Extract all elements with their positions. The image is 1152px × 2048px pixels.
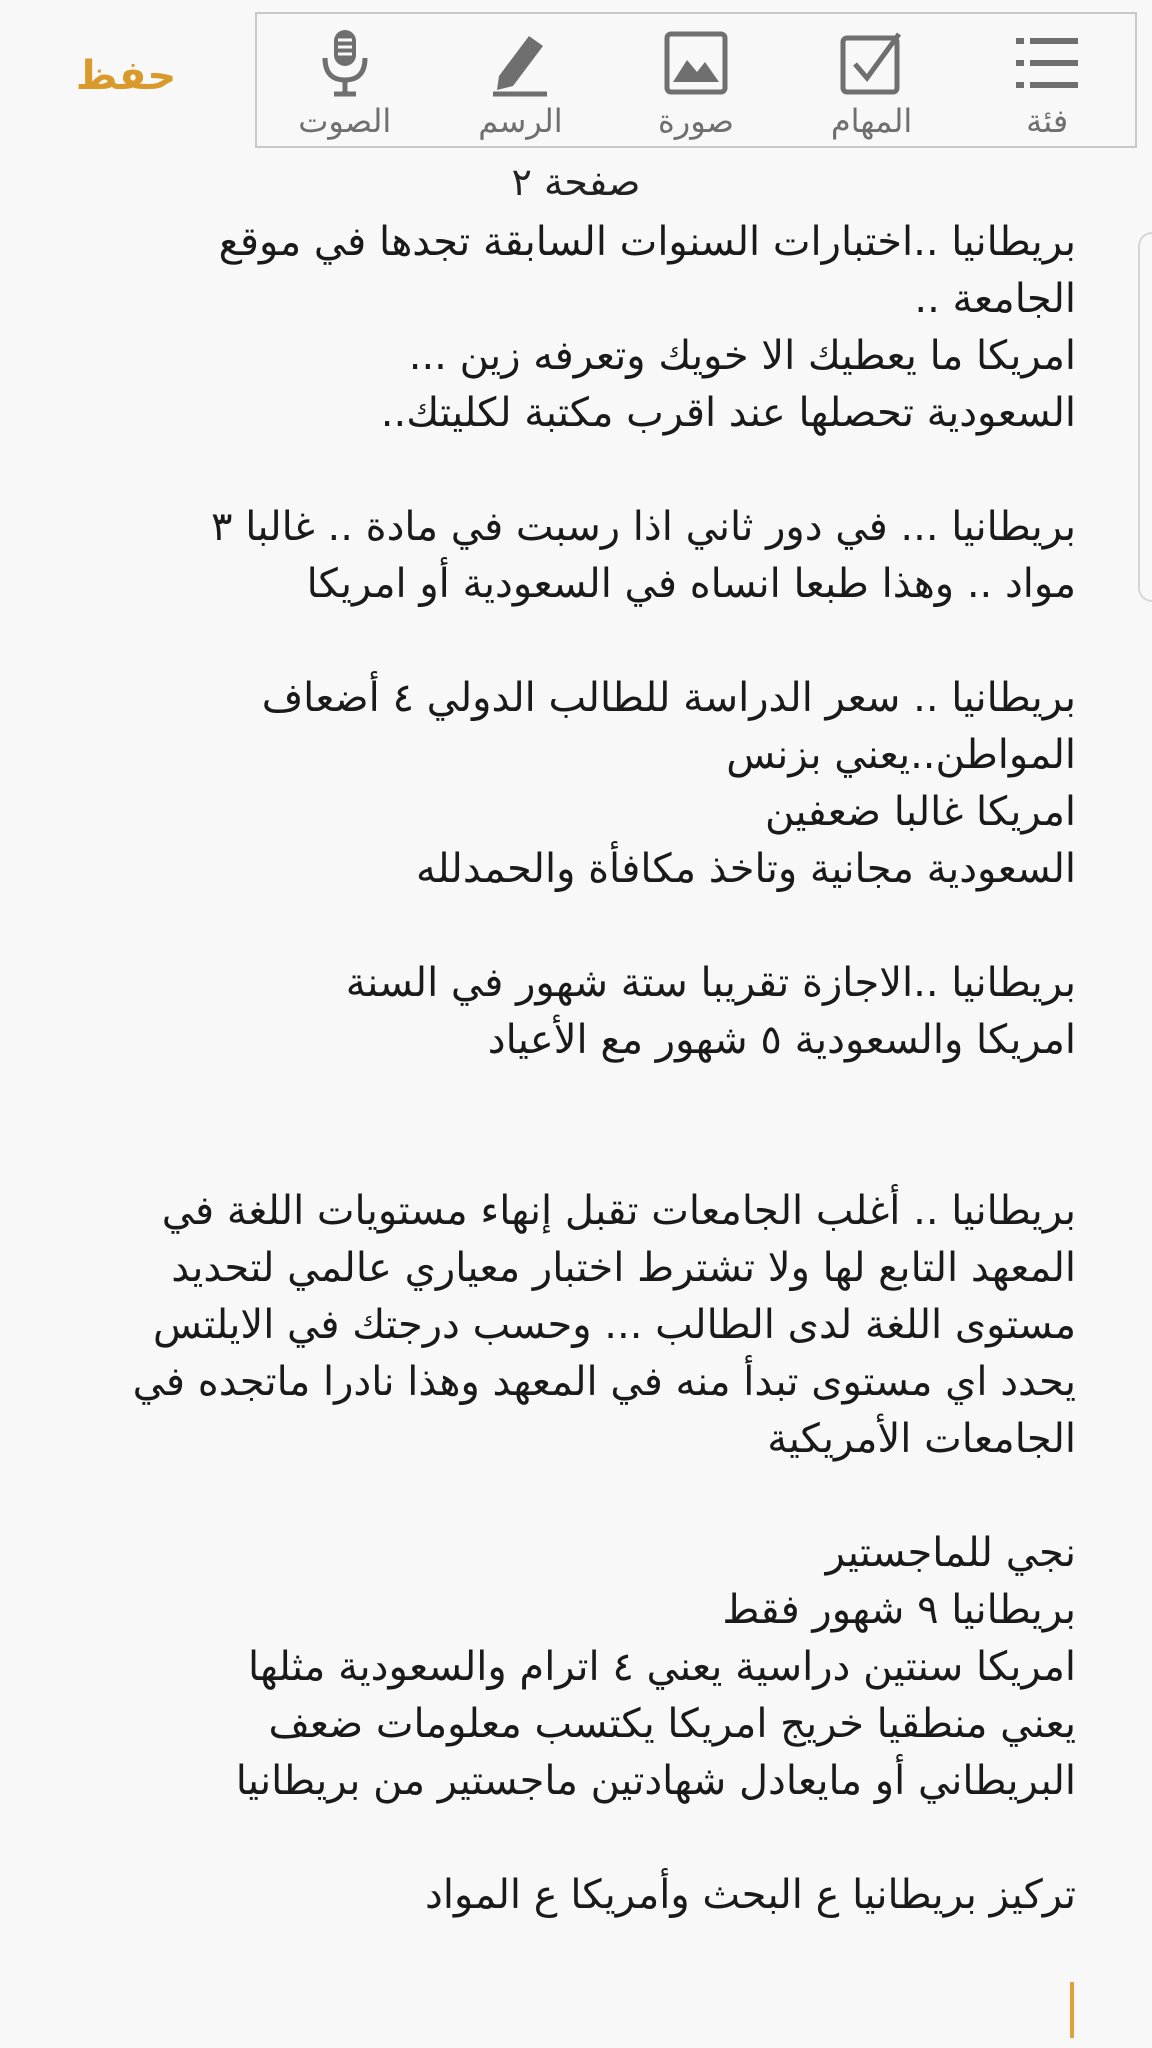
note-line: بريطانيا .. سعر الدراسة للطالب الدولي ٤ أضعاف: [261, 675, 1076, 721]
microphone-icon: [310, 28, 380, 98]
note-line: بريطانيا ... في دور ثاني اذا رسبت في مادة .. غالبا ٣: [211, 504, 1076, 550]
note-line: الجامعة ..: [914, 276, 1076, 322]
note-line: [76, 898, 1076, 955]
checkbox-icon: [837, 28, 907, 98]
voice-button[interactable]: [259, 14, 431, 146]
note-line: [76, 1810, 1076, 1867]
note-line: [76, 1126, 1076, 1183]
note-line: يعني منطقيا خريج امريكا يكتسب معلومات ضعف: [268, 1701, 1076, 1747]
note-line: بريطانيا ..الاجازة تقريبا ستة شهور في السنة: [345, 960, 1076, 1006]
tasks-button[interactable]: [786, 14, 958, 146]
note-text-area[interactable]: [76, 214, 1076, 1924]
text-cursor: [1070, 1982, 1074, 2038]
drawing-label: الرسم: [478, 102, 563, 140]
save-button[interactable]: حفظ: [75, 53, 177, 99]
note-line: الجامعات الأمريكية: [767, 1416, 1076, 1462]
category-button[interactable]: [961, 14, 1133, 146]
note-line: مستوى اللغة لدى الطالب ... وحسب درجتك في الايلتس: [152, 1302, 1076, 1348]
note-line: السعودية تحصلها عند اقرب مكتبة لكليتك..: [380, 390, 1076, 436]
tasks-label: المهام: [830, 102, 913, 140]
scroll-handle[interactable]: [1138, 232, 1152, 602]
note-line: مواد .. وهذا طبعا انساه في السعودية أو امريكا: [306, 561, 1076, 607]
note-line: امريكا ما يعطيك الا خويك وتعرفه زين ...: [408, 333, 1076, 379]
note-line: [76, 1468, 1076, 1525]
note-line: نجي للماجستير: [825, 1530, 1076, 1576]
pencil-icon: [485, 28, 555, 98]
note-line: المعهد التابع لها ولا تشترط اختبار معياري عالمي لتحديد: [171, 1245, 1076, 1291]
note-line: [76, 613, 1076, 670]
image-icon: [661, 28, 731, 98]
note-line: المواطن..يعني بزنس: [726, 732, 1076, 778]
note-line: يحدد اي مستوى تبدأ منه في المعهد وهذا نادرا ماتجده في: [132, 1359, 1076, 1405]
note-line: بريطانيا ..اختبارات السنوات السابقة تجدها في موقع: [218, 219, 1076, 265]
note-line: البريطاني أو مايعادل شهادتين ماجستير من بريطانيا: [235, 1758, 1076, 1804]
note-line: السعودية مجانية وتاخذ مكافأة والحمدلله: [415, 846, 1076, 892]
image-label: صورة: [658, 102, 734, 140]
note-line: امريكا سنتين دراسية يعني ٤ اترام والسعودية مثلها: [247, 1644, 1076, 1690]
note-line: امريكا غالبا ضعفين: [764, 789, 1076, 835]
page-label: صفحة ٢: [511, 160, 641, 204]
category-label: فئة: [1026, 102, 1069, 140]
note-line: بريطانيا .. أغلب الجامعات تقبل إنهاء مستويات اللغة في: [161, 1188, 1076, 1234]
note-line: [76, 1069, 1076, 1126]
voice-label: الصوت: [298, 102, 392, 140]
drawing-button[interactable]: [434, 14, 606, 146]
note-line: امريكا والسعودية ٥ شهور مع الأعياد: [487, 1017, 1076, 1063]
note-line: بريطانيا ٩ شهور فقط: [722, 1587, 1076, 1633]
note-line: تركيز بريطانيا ع البحث وأمريكا ع المواد: [425, 1872, 1076, 1918]
list-icon: [1012, 28, 1082, 98]
note-line: [76, 442, 1076, 499]
image-button[interactable]: [610, 14, 782, 146]
note-toolbar: [255, 12, 1137, 148]
